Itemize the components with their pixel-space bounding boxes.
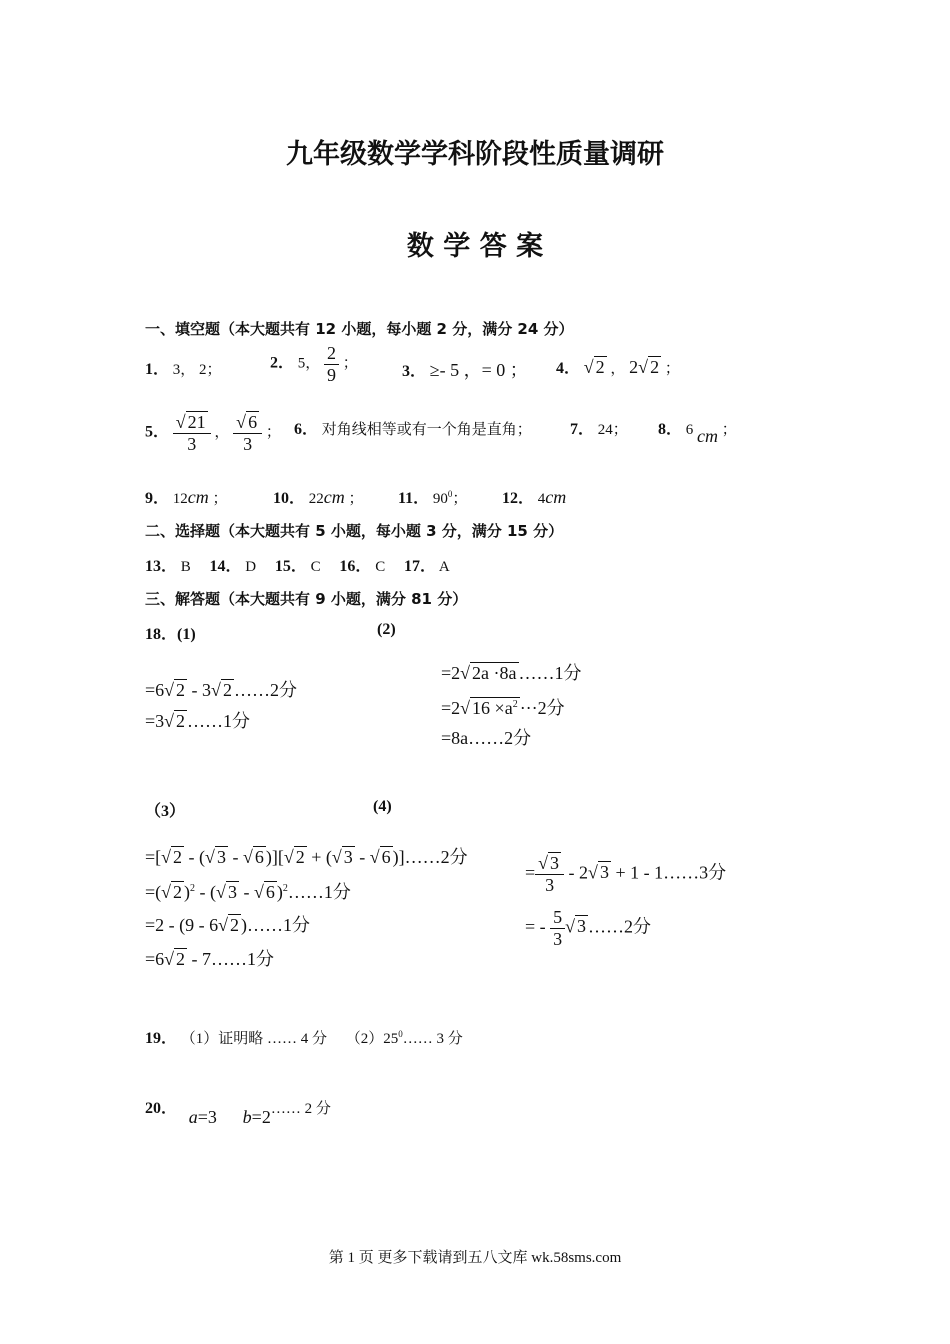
q5-fraction-1: $\frac{√ 21}{3}$ xyxy=(173,412,211,454)
choice-14: 14． D xyxy=(209,558,257,575)
q10-post: ； xyxy=(348,491,364,507)
q9-val: 12 xyxy=(172,491,188,507)
answer-q5 xyxy=(145,412,281,454)
q18-p3-line3: =2 - (9 - 6√ 2 )……1分 xyxy=(145,915,311,935)
q3-text: ≥- 5 ，= 0 ； xyxy=(429,360,528,380)
q18-p4-line2: = - $\frac{5}{3}$ √ 3 ……2分 xyxy=(525,907,652,949)
q9-number: 9． xyxy=(145,490,170,507)
q4-sep: ， xyxy=(610,361,626,377)
q1-number: 1． xyxy=(145,361,170,378)
q11-post: ； xyxy=(452,491,468,507)
answer-q3 xyxy=(402,356,528,382)
q18-p2-line1: =2√ 2a ·8a ……1分 xyxy=(441,663,582,683)
answer-q7 xyxy=(570,416,628,439)
section-choice-heading: 二、选择题（本大题共有 5 小题，每小题 3 分，满分 15 分） xyxy=(145,522,564,540)
q19-part2: $(2)25^0\dots\dots$ 3 分 xyxy=(345,1029,463,1047)
q9-unit: cm xyxy=(187,487,209,507)
q5-f2-rad: 6 xyxy=(248,412,258,432)
q5-f1-rad: 21 xyxy=(187,412,206,432)
choice-16: 16． C xyxy=(339,558,386,575)
q18-p3-line1: =[√ 2 - (√ 3 - √ 6 )][√ 2 + (√ 3 - √ 6 )]……2分 xyxy=(145,847,468,867)
answer-q20 xyxy=(145,1095,331,1127)
q4-number: 4． xyxy=(556,360,581,377)
section-solve-heading: 三、解答题（本大题共有 9 小题，满分 81 分） xyxy=(145,590,468,608)
page-subtitle: 数 学 答 案 xyxy=(406,231,544,262)
q18-p1-line1: =6√ 2 - 3√ 2 ……2分 xyxy=(145,680,297,700)
q10-val: 22 xyxy=(308,491,324,507)
q12-unit: cm xyxy=(545,487,567,507)
q20-b: b=2 xyxy=(242,1107,271,1127)
q18-part4-label: (4) xyxy=(373,798,392,815)
answer-q11 xyxy=(398,485,467,508)
q5-post: ； xyxy=(265,424,281,441)
answer-q9 xyxy=(145,485,228,508)
q4-rad-2: 2 xyxy=(650,357,660,377)
q5-f1-den: 3 xyxy=(187,433,197,454)
q4-rad-1: 2 xyxy=(595,357,605,377)
page-footer: 第 1 页 更多下载请到五八文库 wk.58sms.com xyxy=(328,1250,622,1266)
q18-p4-line1: = $\frac{√ 3}{3}$ - 2√ 3 + 1 - 1……3分 xyxy=(525,853,727,895)
q2-number: 2． xyxy=(270,354,295,372)
q12-val: 4 xyxy=(537,491,546,507)
q20-number: 20． xyxy=(145,1100,178,1117)
q1-text: 3， 2； xyxy=(172,362,222,378)
q18-part1-label: 18．(1) xyxy=(145,626,196,643)
q4-coef: 2 xyxy=(629,357,639,377)
answer-q2 xyxy=(270,343,358,385)
q18-part2-label: (2) xyxy=(377,621,396,638)
q11-number: 11． xyxy=(398,490,430,507)
q8-unit: cm xyxy=(697,426,719,446)
q18-p3-line4: =6√ 2 - 7……1分 xyxy=(145,949,275,969)
q8-number: 8． xyxy=(658,421,683,438)
answer-q10 xyxy=(273,485,364,508)
q2-post: ； xyxy=(342,355,358,372)
answer-q1 xyxy=(145,356,222,379)
q11-val: 90 xyxy=(432,491,448,507)
page-title: 九年级数学学科阶段性质量调研 xyxy=(286,139,664,170)
answer-q6 xyxy=(294,416,532,439)
choice-13: 13． B xyxy=(145,558,191,575)
q5-fraction-2: $\frac{√ 6}{3}$ xyxy=(233,412,262,454)
q11-degree: 0 xyxy=(447,489,453,499)
answer-q19 xyxy=(145,1025,463,1048)
q18-p1-line2: =3√ 2 ……1分 xyxy=(145,711,251,731)
answer-q8 xyxy=(658,416,737,446)
choice-17: 17． A xyxy=(403,558,450,575)
q8-val: 6 xyxy=(685,422,694,438)
q2-frac-den: 9 xyxy=(327,364,337,385)
q5-f2-den: 3 xyxy=(243,433,253,454)
q9-post: ； xyxy=(212,491,228,507)
q7-number: 7． xyxy=(570,421,595,438)
q5-sep: ， xyxy=(214,424,230,441)
choice-15: 15． C xyxy=(274,558,321,575)
q10-number: 10． xyxy=(273,490,306,507)
q10-unit: cm xyxy=(323,487,345,507)
q5-number: 5． xyxy=(145,423,170,441)
q2-fraction xyxy=(324,343,339,385)
answer-q12 xyxy=(502,485,566,508)
q18-p2-line2: =2√ $16 \times a^2 \cdot\cdot\cdot 2$分 xyxy=(441,698,565,718)
q2-pre: 5， xyxy=(297,355,321,372)
q18-p2-line3: =8a……2分 xyxy=(441,728,532,748)
q7-text: 24； xyxy=(597,422,628,438)
q3-number: 3． xyxy=(402,363,427,380)
q2-frac-num: 2 xyxy=(324,343,339,365)
q6-number: 6． xyxy=(294,421,319,438)
q18-p3-line2: =(√ 2 )$^2$ - (√ 3 - √ 6 )$^2$……1分 xyxy=(145,882,351,902)
q12-number: 12． xyxy=(502,490,535,507)
q20-score: …… 2 分 xyxy=(270,1101,331,1117)
q6-text: 对角线相等或有一个角是直角； xyxy=(321,422,532,438)
answer-q4: 4． √ 2 ， 2√ 2 ； xyxy=(556,357,680,377)
q4-post: ； xyxy=(664,361,680,377)
section-fill-heading: 一、填空题（本大题共有 12 小题，每小题 2 分，满分 24 分） xyxy=(145,320,574,338)
q8-post: ； xyxy=(721,422,737,438)
q20-a: a=3 xyxy=(188,1107,217,1127)
choice-answers xyxy=(145,553,450,576)
q18-part3-label: （3） xyxy=(145,803,186,820)
q19-number: 19． xyxy=(145,1030,178,1047)
q19-part1: （1）证明略 …… 4 分 xyxy=(180,1031,328,1047)
